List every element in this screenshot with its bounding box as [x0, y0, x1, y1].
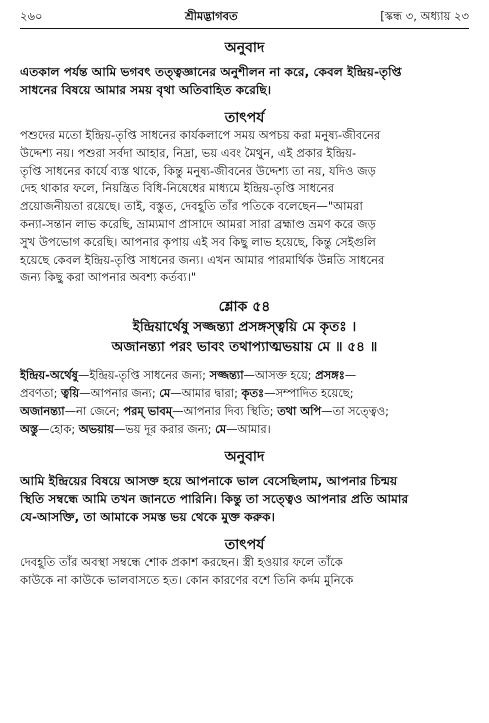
sanskrit-word: মে [159, 385, 171, 400]
word-meaning: —ইন্দ্রিয়-তৃপ্তি সাধনের জন্য; [77, 368, 210, 383]
synonyms-line [20, 403, 469, 421]
text-line: পশুদের মতো ইন্দ্রিয়-তৃপ্তি সাধনের কার্যকলাপে সময় অপচয় করা মনুষ্য-জীবনের [20, 128, 381, 142]
verse-line: অজানন্ত্যা পরং ভাবং তথাপ্যাত্মভয়ায় মে ॥ ৫৪ ॥ [111, 339, 378, 356]
page-header [20, 8, 469, 26]
text-line: স্থিতি সম্বন্ধে আমি তখন জানতে পারিনি। কিন্তু তা সত্ত্বেও আপনার প্রতি আমার [20, 492, 409, 507]
text-line: সাধনের বিষয়ে আমার সময় বৃথা অতিবাহিত করেছি। [20, 83, 272, 97]
text-line: যে-আসক্তি, তা আমাকে সমস্ত ভয় থেকে মুক্ত করুক। [20, 510, 276, 525]
word-meaning: —তা সত্ত্বেও; [321, 403, 390, 418]
sanskrit-word: প্রসঙ্গঃ [315, 368, 345, 383]
word-meaning: —হোক; [38, 421, 79, 436]
translation-text-1 [20, 63, 469, 99]
word-meaning: —আমার দ্বারা; [170, 385, 242, 400]
verse-line: ইন্দ্রিয়ার্থেষু সজ্জন্ত্যা প্রসঙ্গস্ত্বয়ি মে কৃতঃ । [132, 319, 357, 336]
synonyms-line [20, 421, 469, 439]
text-line: আমি ইন্দ্রিয়ের বিষয়ে আসক্ত হয়ে আপনাকে ভাল বেসেছিলাম, আপনার চিন্ময় [20, 474, 398, 489]
text-line: সুখ উপভোগ করেছি। আপনার কৃপায় এই সব কিছু লাভ হয়েছে, কিন্তু সেইগুলি [20, 234, 376, 249]
sanskrit-word: মে [215, 421, 227, 436]
text-line: প্রয়োজনীয়তা রয়েছে। তাই, বস্তুত, দেবহূতি তাঁর পতিকে বলেছেন—"আমরা [20, 199, 363, 214]
word-meaning: —আপনার দিব্য স্থিতি; [172, 403, 278, 418]
text-line: দেহ থাকার ফলে, নিয়ন্ত্রিত বিধি-নিষেধের মাধ্যমে ইন্দ্রিয়-তৃপ্তি সাধনের [20, 181, 335, 196]
word-meaning: প্রবণতা; [20, 385, 62, 400]
translation-heading-2: অনুবাদ [224, 449, 265, 466]
text-line: এতকাল পর্যন্ত আমি ভগবৎ তত্ত্বজ্ঞানের অনুশীলন না করে, কেবল ইন্দ্রিয়-তৃপ্তি [20, 65, 402, 79]
text-line: হয়েছে কেবল ইন্দ্রিয়-তৃপ্তি সাধনের জন্য। এখন আমার পারমার্থিক উন্নতি সাধনের [20, 252, 385, 267]
text-line: দেবহূতি তাঁর অবস্থা সম্বন্ধে শোক প্রকাশ করছেন। স্ত্রী হওয়ার ফলে তাঁকে [20, 555, 343, 570]
purport-heading-1: তাৎপর্য [224, 110, 265, 126]
sanskrit-word: অস্তু [20, 421, 39, 436]
synonyms-line [20, 367, 469, 385]
purport-text-1 [20, 127, 469, 287]
word-meaning: — [344, 368, 357, 383]
purport-text-2 [20, 554, 469, 590]
sanskrit-word: ইন্দ্রিয়-অর্থেষু [20, 368, 78, 383]
page-number: ২৬০ [20, 9, 43, 23]
word-meaning: —না জেনে; [64, 403, 124, 418]
book-title: শ্রীমদ্ভাগবত [184, 9, 238, 23]
text-line: উদ্দেশ্য নয়। পশুরা সর্বদা আহার, নিদ্রা, ভয় এবং মৈথুন, এই প্রকার ইন্দ্রিয়- [20, 145, 357, 160]
word-meaning: —আমার। [226, 421, 271, 436]
word-meaning: —আপনার জন্য; [79, 385, 160, 400]
text-line: কন্যা-সন্তান লাভ করেছি, ভ্রাম্যমাণ প্রাসাদে আমরা সারা ব্রহ্মাণ্ড ভ্রমণ করে জড় [20, 216, 376, 231]
verse-text [20, 317, 469, 357]
sanskrit-word: সজ্জন্ত্যা [209, 368, 244, 383]
sanskrit-word: পরম্ ভাবম্ [123, 403, 173, 418]
verse-title: শ্লোক ৫৪ [218, 299, 271, 316]
sanskrit-word: অজানন্ত্যা [20, 403, 65, 418]
sanskrit-word: ত্বয়ি [61, 385, 80, 400]
text-line: তৃপ্তি সাধনের কার্যে ব্যস্ত থাকে, কিন্তু মনুষ্য-জীবনের উদ্দেশ্য তা নয়, যদিও জড় [20, 163, 376, 178]
synonyms-line [20, 385, 469, 403]
word-meaning: —ভয় দূর করার জন্য; [113, 421, 216, 436]
translation-heading-1: অনুবাদ [224, 40, 265, 56]
word-meaning: —আসক্ত হয়ে; [243, 368, 316, 383]
chapter-reference: [স্কন্ধ ৩, অধ্যায় ২৩ [380, 9, 469, 23]
purport-heading-2: তাৎপর্য [224, 537, 265, 554]
text-line: জন্য কিছু করা আপনার অবশ্য কর্তব্য।" [20, 270, 197, 285]
sanskrit-word: অভয়ায় [78, 421, 114, 436]
translation-text-2 [20, 472, 469, 526]
sanskrit-word: কৃতঃ [241, 385, 265, 400]
text-line: কাউকে না কাউকে ভালবাসতে হত। কোন কারণের বশে তিনি কর্দম মুনিকে [20, 573, 354, 588]
synonyms-block [20, 367, 469, 438]
word-meaning: —সম্পাদিত হয়েছে; [264, 385, 354, 400]
sanskrit-word: তথা অপি [277, 403, 322, 418]
